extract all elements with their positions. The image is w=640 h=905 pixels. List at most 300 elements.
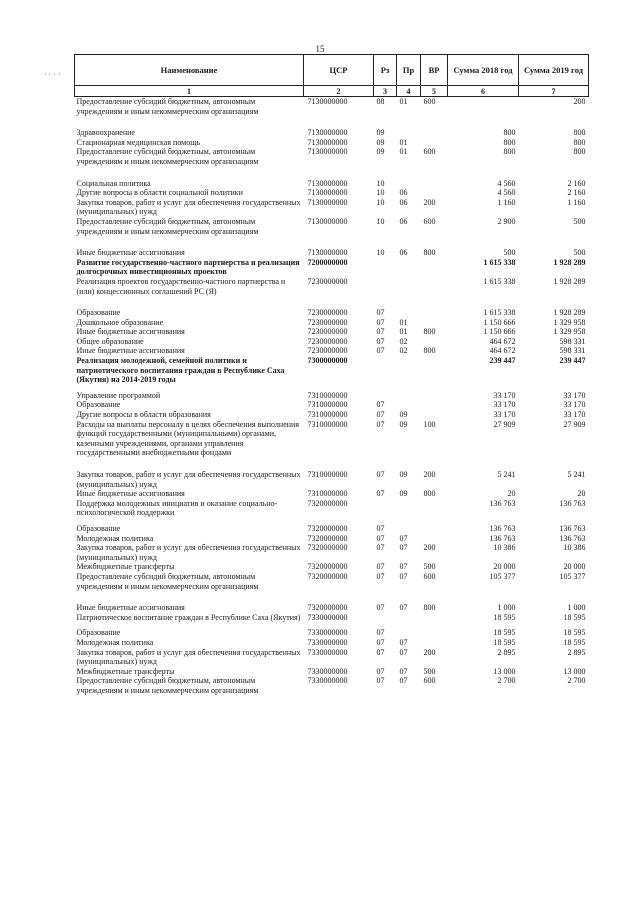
row-vr [421,188,448,198]
row-pr: 07 [399,571,408,581]
row-pr: 01 [399,327,408,337]
row-csr: 7320000000 [307,543,348,553]
row-csr: 7230000000 [307,327,348,337]
row-rz: 07 [376,523,385,533]
row-sum-2018: 20 [507,489,516,499]
table-row [75,499,589,518]
row-rz: 07 [376,543,385,553]
row-name: Иные бюджетные ассигнования [76,603,185,613]
row-vr: 500 [423,562,436,572]
table-row [75,676,589,695]
row-vr [421,277,448,296]
row-csr: 7330000000 [307,628,348,638]
header-name: Наименование [75,55,304,86]
row-vr [421,179,448,189]
row-sum-2019: 1 329 958 [553,317,586,327]
row-pr: 06 [399,188,408,198]
row-csr: 7320000000 [307,533,348,543]
column-number-row [75,86,589,97]
row-rz: 07 [376,470,385,479]
spacer-row [75,458,589,470]
row-vr: 200 [423,543,436,553]
column-number: 4 [397,86,421,97]
row-csr: 7130000000 [307,128,348,138]
row-sum-2018: 18 595 [493,637,516,647]
row-rz: 07 [376,327,385,337]
row-sum-2019: 18 595 [563,628,586,638]
row-sum-2018: 800 [503,137,516,147]
row-sum-2018: 27 909 [493,419,516,429]
row-pr [397,277,421,296]
row-sum-2018 [448,97,519,117]
row-sum-2018: 10 386 [493,543,516,553]
row-pr: 07 [399,676,408,686]
row-sum-2018: 239 447 [489,356,516,366]
row-sum-2018: 18 595 [493,612,516,622]
row-pr: 07 [399,543,408,553]
column-number: 7 [519,86,589,97]
row-csr: 7130000000 [307,216,348,226]
row-pr [397,128,421,138]
row-sum-2019: 800 [573,137,586,147]
row-csr: 7330000000 [307,612,348,622]
row-rz: 07 [376,647,385,657]
row-name: Общее образование [76,336,144,346]
row-pr: 07 [399,666,408,676]
row-sum-2019: 239 447 [559,356,586,366]
spacer-row [75,116,589,128]
row-pr: 01 [399,147,408,157]
table-row [75,613,589,623]
row-sum-2018: 1 000 [497,603,516,613]
column-number: 5 [421,86,448,97]
row-name: Управление программой [76,390,161,400]
table-row [75,470,589,489]
row-name: Социальная политика [76,178,151,188]
row-name: Образование [76,400,121,410]
row-vr: 200 [423,647,436,657]
row-sum-2018: 1 615 338 [483,308,516,318]
row-vr: 800 [423,603,436,613]
row-vr: 800 [423,489,436,499]
row-rz: 07 [376,308,385,318]
row-rz: 09 [376,137,385,147]
table-row [75,308,589,318]
row-rz [374,391,397,401]
row-sum-2019: 136 763 [559,523,586,533]
row-name: Расходы на выплаты персоналу в целях обеспечения выполнения функций государственными (муниципальными) органами, казенными учреждениями, органами управления государственными внебюджетными фондами [76,419,299,458]
row-rz: 10 [376,248,385,258]
table-row [75,346,589,356]
table-row [75,648,589,667]
row-sum-2019: 598 331 [559,346,586,356]
row-csr: 7130000000 [307,197,348,207]
row-vr [421,337,448,347]
row-name: Предоставление субсидий бюджетным, автономным учреждениям и иным некоммерческим организациям [76,97,259,116]
row-sum-2019: 2 700 [567,676,586,686]
row-pr: 09 [399,470,408,479]
row-csr: 7310000000 [307,489,348,499]
row-name: Реализация проектов государственно-частного партнерства и (или) концессионных соглашений РС (Я) [76,276,286,296]
row-rz: 10 [376,188,385,198]
row-sum-2018: 33 170 [493,390,516,400]
scan-mark: · · · · [44,70,61,79]
row-rz [374,258,397,277]
row-name: Межбюджетные трансферты [76,562,175,572]
row-name: Здравоохранение [76,128,135,138]
row-vr: 600 [423,97,436,106]
row-sum-2018: 2 900 [497,216,516,226]
row-pr: 06 [399,216,408,226]
row-vr [421,258,448,277]
row-pr [397,356,421,385]
row-rz [374,499,397,518]
row-rz: 07 [376,533,385,543]
header-csr: ЦСР [304,55,374,86]
spacer-cell [75,236,589,248]
row-sum-2018: 1 615 338 [483,257,516,267]
row-rz: 09 [376,128,385,138]
row-vr: 600 [423,216,436,226]
row-pr [397,308,421,318]
row-sum-2018: 33 170 [493,400,516,410]
row-vr [421,138,448,148]
row-vr [421,499,448,518]
column-number: 1 [75,86,304,97]
row-rz [374,356,397,385]
table-row [75,420,589,458]
row-rz: 07 [376,346,385,356]
row-sum-2018: 800 [503,128,516,138]
row-sum-2019: 2 160 [567,178,586,188]
row-rz: 07 [376,400,385,410]
table-row [75,356,589,385]
row-pr [397,258,421,277]
spacer-cell [75,296,589,308]
row-vr: 200 [423,470,436,479]
row-sum-2018: 500 [503,248,516,258]
spacer-row [75,591,589,603]
row-pr [397,628,421,638]
row-sum-2019: 33 170 [563,390,586,400]
row-pr [397,499,421,518]
row-sum-2018: 2 895 [497,647,516,657]
row-csr: 7330000000 [307,676,348,686]
row-pr [397,524,421,534]
table-row [75,489,589,499]
row-rz: 08 [376,97,385,106]
row-sum-2019: 598 331 [559,336,586,346]
row-vr: 800 [423,248,436,258]
column-number: 2 [304,86,374,97]
row-sum-2019: 20 000 [563,562,586,572]
row-pr: 09 [399,419,408,429]
row-sum-2018: 4 560 [497,178,516,188]
row-name: Реализация молодежной, семейной политики и патриотического воспитания граждан в Республике Саха (Якутия) на 2014-2019 годы [76,356,285,385]
row-vr: 800 [423,346,436,356]
row-sum-2018: 18 595 [493,628,516,638]
row-vr: 600 [423,676,436,686]
table-row [75,667,589,677]
row-csr: 7320000000 [307,562,348,572]
column-number: 6 [448,86,519,97]
row-sum-2019: 500 [573,248,586,258]
table-row [75,277,589,296]
column-number: 3 [374,86,397,97]
header-rz: Рз [374,55,397,86]
row-name: Образование [76,628,121,638]
row-csr: 7310000000 [307,400,348,410]
row-sum-2019: 1 329 958 [553,327,586,337]
row-sum-2019: 33 170 [563,410,586,420]
row-sum-2018: 5 241 [497,470,516,479]
row-pr: 02 [399,336,408,346]
row-csr: 7320000000 [307,603,348,613]
row-pr [397,400,421,410]
row-vr [421,638,448,648]
row-csr: 7310000000 [307,390,348,400]
row-name: Предоставление субсидий бюджетным, автономным учреждениям и иным некоммерческим организациям [76,571,259,591]
row-name: Патриотическое воспитание граждан в Республике Саха (Якутия) [76,612,301,622]
table-row [75,248,589,258]
table-row [75,534,589,544]
row-pr: 07 [399,637,408,647]
row-sum-2018: 464 672 [489,346,516,356]
row-sum-2019: 2 160 [567,188,586,198]
row-name: Межбюджетные трансферты [76,666,175,676]
row-sum-2019: 33 170 [563,400,586,410]
row-csr: 7130000000 [307,188,348,198]
row-name: Другие вопросы в области образования [76,410,211,420]
table-row [75,562,589,572]
row-name: Закупка товаров, работ и услуг для обеспечения государственных (муниципальных) нужд [76,647,301,667]
row-vr [421,391,448,401]
row-pr [397,613,421,623]
row-pr: 06 [399,248,408,258]
row-name: Молодежная политика [76,533,154,543]
row-pr: 09 [399,489,408,499]
row-sum-2019: 20 [577,489,586,499]
row-name: Дошкольное образование [76,317,164,327]
row-name: Молодежная политика [76,637,154,647]
row-pr: 01 [399,137,408,147]
row-name: Развитие государственно-частного партнерства и реализация долгосрочных инвестиционных проектов [76,257,300,277]
header-vr: ВР [421,55,448,86]
header-sum-2019: Сумма 2019 год [519,55,589,86]
row-sum-2019: 800 [573,147,586,157]
row-pr: 06 [399,197,408,207]
row-name: Предоставление субсидий бюджетным, автономным учреждениям и иным некоммерческим организациям [76,676,259,695]
row-sum-2019: 18 595 [563,612,586,622]
row-sum-2018: 136 763 [489,498,516,508]
row-sum-2018: 136 763 [489,523,516,533]
row-csr: 7330000000 [307,647,348,657]
row-pr: 07 [399,533,408,543]
row-csr: 7130000000 [307,248,348,258]
row-csr: 7230000000 [307,317,348,327]
row-rz [374,613,397,623]
row-sum-2018: 136 763 [489,533,516,543]
row-sum-2019: 1 928 289 [553,276,586,286]
row-name: Предоставление субсидий бюджетным, автономным учреждениям и иным некоммерческим организациям [76,216,259,236]
row-vr: 200 [423,197,436,207]
row-name: Образование [76,308,121,318]
row-name: Поддержка молодежных инициатив и оказание социально-психологической поддержки [76,498,278,518]
row-csr: 7130000000 [307,97,348,106]
row-rz: 07 [376,317,385,327]
table-row [75,147,589,166]
row-sum-2018: 464 672 [489,336,516,346]
row-pr [397,179,421,189]
row-sum-2018: 800 [503,147,516,157]
row-vr: 600 [423,571,436,581]
table-row [75,198,589,217]
spacer-row [75,296,589,308]
table-row [75,400,589,410]
row-vr [421,628,448,638]
row-vr [421,534,448,544]
row-pr: 02 [399,346,408,356]
row-sum-2018: 4 560 [497,188,516,198]
table-row [75,628,589,638]
spacer-cell [75,458,589,470]
table-row [75,410,589,420]
row-csr: 7230000000 [307,276,348,286]
row-sum-2019: 105 377 [559,571,586,581]
row-csr: 7130000000 [307,147,348,157]
row-rz: 07 [376,628,385,638]
row-rz: 07 [376,489,385,499]
row-csr: 7130000000 [307,137,348,147]
header-pr: Пр [397,55,421,86]
table-header-row [75,55,589,86]
row-pr: 01 [399,97,408,106]
row-csr: 7310000000 [307,419,348,429]
row-sum-2019: 136 763 [559,533,586,543]
table-row [75,638,589,648]
row-vr [421,128,448,138]
row-rz: 07 [376,603,385,613]
row-csr: 7300000000 [307,356,348,366]
table-row [75,327,589,337]
row-pr: 09 [399,410,408,420]
row-name: Образование [76,523,121,533]
row-csr: 7320000000 [307,571,348,581]
row-sum-2019: 1 000 [567,603,586,613]
table-row [75,318,589,328]
row-sum-2019: 1 928 289 [553,308,586,318]
row-name: Иные бюджетные ассигнования [76,327,185,337]
row-vr: 500 [423,666,436,676]
row-sum-2019: 13 000 [563,666,586,676]
row-sum-2019: 2 895 [567,647,586,657]
row-sum-2019: 500 [573,216,586,226]
row-sum-2018: 105 377 [489,571,516,581]
table-row [75,524,589,534]
row-rz: 07 [376,419,385,429]
row-sum-2018: 1 615 338 [483,276,516,286]
budget-table [74,54,589,695]
row-pr: 07 [399,562,408,572]
row-sum-2018: 1 160 [497,197,516,207]
row-vr: 800 [423,327,436,337]
row-sum-2019: 1 928 289 [553,257,586,267]
spacer-row [75,236,589,248]
row-rz: 07 [376,562,385,572]
row-sum-2019: 27 909 [563,419,586,429]
row-pr: 07 [399,603,408,613]
table-row [75,572,589,591]
table-row [75,217,589,236]
row-sum-2018: 33 170 [493,410,516,420]
page-number: 15 [315,44,325,54]
row-sum-2018: 13 000 [493,666,516,676]
row-rz [374,277,397,296]
row-name: Стационарная медицинская помощь [76,137,201,147]
row-name: Предоставление субсидий бюджетным, автономным учреждениям и иным некоммерческим организациям [76,147,259,166]
row-sum-2019: 10 386 [563,543,586,553]
row-vr [421,356,448,385]
row-csr: 7330000000 [307,637,348,647]
row-sum-2019: 200 [573,97,586,106]
row-name: Иные бюджетные ассигнования [76,248,185,258]
row-vr [421,318,448,328]
table-row [75,97,589,117]
spacer-cell [75,167,589,179]
row-rz: 07 [376,676,385,686]
row-name: Закупка товаров, работ и услуг для обеспечения государственных (муниципальных) нужд [76,543,301,562]
row-rz: 10 [376,178,385,188]
spacer-row [75,167,589,179]
row-csr: 7310000000 [307,470,348,479]
table-row [75,543,589,562]
row-pr: 01 [399,317,408,327]
row-rz: 10 [376,197,385,207]
row-csr: 7230000000 [307,346,348,356]
spacer-cell [75,591,589,603]
row-csr: 7320000000 [307,523,348,533]
row-rz: 07 [376,637,385,647]
row-vr [421,613,448,623]
row-vr [421,524,448,534]
row-sum-2018: 20 000 [493,562,516,572]
row-csr: 7130000000 [307,178,348,188]
row-rz: 09 [376,147,385,157]
row-csr: 7320000000 [307,498,348,508]
row-vr [421,400,448,410]
row-name: Иные бюджетные ассигнования [76,489,185,499]
row-rz: 07 [376,666,385,676]
row-vr [421,308,448,318]
row-csr: 7230000000 [307,308,348,318]
header-sum-2018: Сумма 2018 год [448,55,519,86]
row-pr [397,391,421,401]
row-csr: 7230000000 [307,336,348,346]
row-rz: 07 [376,410,385,420]
row-name: Закупка товаров, работ и услуг для обеспечения государственных (муниципальных) нужд [76,470,301,489]
table-row [75,603,589,613]
row-name: Закупка товаров, работ и услуг для обеспечения государственных (муниципальных) нужд [76,197,301,217]
row-sum-2019: 18 595 [563,637,586,647]
row-sum-2018: 1 150 666 [483,327,516,337]
row-sum-2019: 5 241 [567,470,586,479]
row-sum-2018: 1 150 666 [483,317,516,327]
row-csr: 7330000000 [307,666,348,676]
table-row [75,391,589,401]
table-row [75,258,589,277]
row-sum-2019: 136 763 [559,498,586,508]
table-row [75,138,589,148]
